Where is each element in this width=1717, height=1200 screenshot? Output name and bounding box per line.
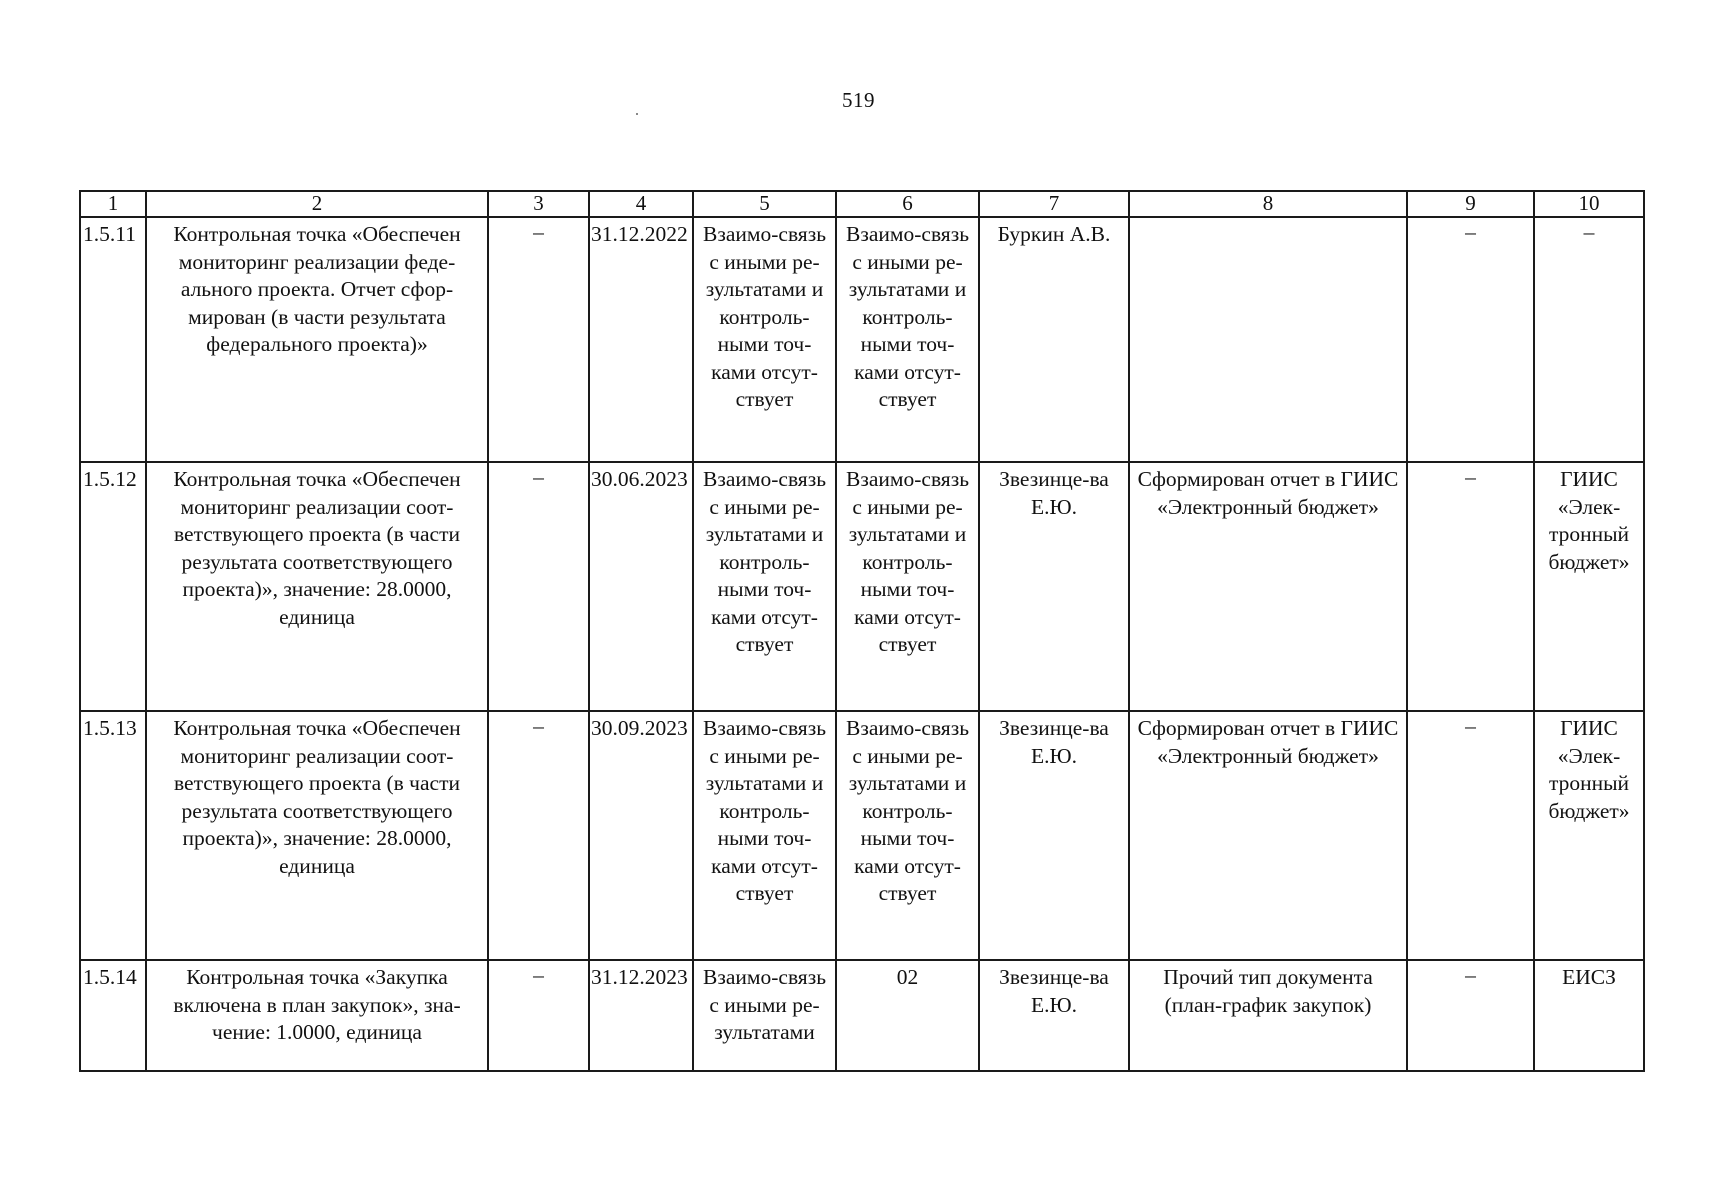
responsible-person: Буркин А.В. <box>979 217 1129 462</box>
column-header-3: 3 <box>488 191 589 217</box>
column-9-value: – <box>1407 217 1534 462</box>
information-system: ГИИС «Элек-тронный бюджет» <box>1534 711 1644 960</box>
table-row <box>80 462 1644 711</box>
deadline-date: 31.12.2022 <box>589 217 693 462</box>
control-point-name: Контрольная точка «Закупка включена в план закупок», зна-чение: 1.0000, единица <box>146 960 488 1071</box>
result-description: Прочий тип документа (план-график закупок) <box>1129 960 1407 1071</box>
relation-note-5: Взаимо-связь с иными ре-зультатами и контроль-ными точ-ками отсут-ствует <box>693 217 836 462</box>
control-point-name: Контрольная точка «Обеспечен мониторинг реализации соот-ветствующего проекта (в части результата соответствующего проекта)», значение: 28.0000, единица <box>146 462 488 711</box>
relation-note-5: Взаимо-связь с иными ре-зультатами и контроль-ными точ-ками отсут-ствует <box>693 462 836 711</box>
relation-note-5: Взаимо-связь с иными ре-зультатами <box>693 960 836 1071</box>
header-row <box>80 191 1644 217</box>
column-9-value: – <box>1407 711 1534 960</box>
column-9-value: – <box>1407 462 1534 711</box>
column-3-value: – <box>488 217 589 462</box>
deadline-date: 30.06.2023 <box>589 462 693 711</box>
result-description <box>1129 217 1407 462</box>
deadline-date: 31.12.2023 <box>589 960 693 1071</box>
column-header-9: 9 <box>1407 191 1534 217</box>
responsible-person: Звезинце-ва Е.Ю. <box>979 711 1129 960</box>
row-number: 1.5.13 <box>80 711 146 960</box>
control-points-table <box>79 190 1645 1072</box>
page-number: 519 <box>842 88 875 112</box>
column-9-value: – <box>1407 960 1534 1071</box>
deadline-date: 30.09.2023 <box>589 711 693 960</box>
table-row <box>80 960 1644 1071</box>
column-3-value: – <box>488 711 589 960</box>
control-point-name: Контрольная точка «Обеспечен мониторинг реализации соот-ветствующего проекта (в части результата соответствующего проекта)», значение: 28.0000, единица <box>146 711 488 960</box>
row-number: 1.5.12 <box>80 462 146 711</box>
information-system: ГИИС «Элек-тронный бюджет» <box>1534 462 1644 711</box>
responsible-person: Звезинце-ва Е.Ю. <box>979 960 1129 1071</box>
result-description: Сформирован отчет в ГИИС «Электронный бюджет» <box>1129 462 1407 711</box>
information-system: – <box>1534 217 1644 462</box>
relation-note-5: Взаимо-связь с иными ре-зультатами и контроль-ными точ-ками отсут-ствует <box>693 711 836 960</box>
row-number: 1.5.11 <box>80 217 146 462</box>
table-row <box>80 711 1644 960</box>
responsible-person: Звезинце-ва Е.Ю. <box>979 462 1129 711</box>
result-description: Сформирован отчет в ГИИС «Электронный бюджет» <box>1129 711 1407 960</box>
information-system: ЕИСЗ <box>1534 960 1644 1071</box>
column-3-value: – <box>488 960 589 1071</box>
table-row <box>80 217 1644 462</box>
column-header-4: 4 <box>589 191 693 217</box>
relation-note-6: Взаимо-связь с иными ре-зультатами и контроль-ными точ-ками отсут-ствует <box>836 217 979 462</box>
relation-note-6: Взаимо-связь с иными ре-зультатами и контроль-ными точ-ками отсут-ствует <box>836 462 979 711</box>
relation-note-6: Взаимо-связь с иными ре-зультатами и контроль-ными точ-ками отсут-ствует <box>836 711 979 960</box>
column-3-value: – <box>488 462 589 711</box>
relation-note-6: 02 <box>836 960 979 1071</box>
column-header-6: 6 <box>836 191 979 217</box>
column-header-1: 1 <box>80 191 146 217</box>
column-header-5: 5 <box>693 191 836 217</box>
row-number: 1.5.14 <box>80 960 146 1071</box>
column-header-7: 7 <box>979 191 1129 217</box>
column-header-8: 8 <box>1129 191 1407 217</box>
scan-speck <box>636 113 638 115</box>
control-point-name: Контрольная точка «Обеспечен мониторинг реализации феде-ального проекта. Отчет сфор-мирован (в части результата федерального проекта)» <box>146 217 488 462</box>
column-header-2: 2 <box>146 191 488 217</box>
column-header-10: 10 <box>1534 191 1644 217</box>
